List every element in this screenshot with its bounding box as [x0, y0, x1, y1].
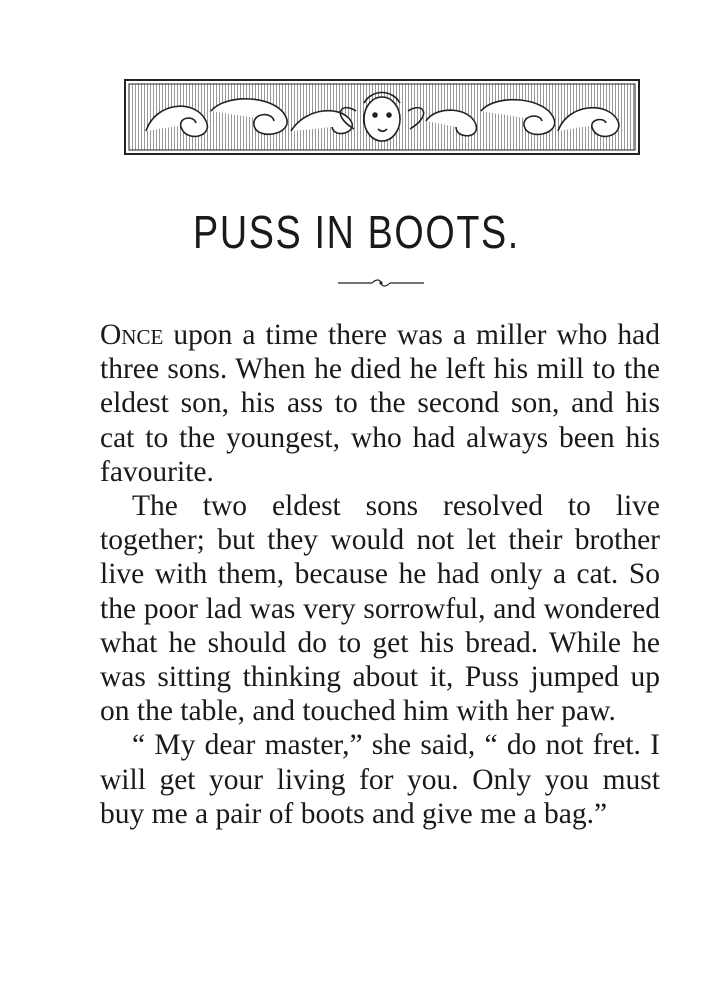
paragraph-2: The two eldest sons resolved to live together; but they would not let their brother live with them, because he had only a cat. So the poor lad was very sorrowful, and wondered what he should do to get his bread. While he was sitting thinking about it, Puss jumped up on the table, and touched him with her paw. — [100, 490, 660, 728]
story-title: PUSS IN BOOTS. — [193, 206, 520, 258]
paragraph-lead-word: Once — [100, 319, 164, 351]
decorative-headpiece-icon — [124, 79, 640, 155]
headpiece-engraving — [126, 81, 638, 153]
title-divider-icon — [338, 277, 424, 289]
paragraph-1 — [100, 318, 660, 489]
story-body — [100, 318, 660, 831]
paragraph-3: “ My dear master,” she said, “ do not fret. I will get your living for you. Only you must buy me a pair of boots and give me a bag.” — [100, 729, 660, 830]
paragraph-1-text: upon a time there was a miller who had three sons. When he died he left his mill to the eldest son, his ass to the second son, and his cat to the youngest, who had always been his favourite. — [100, 319, 660, 488]
